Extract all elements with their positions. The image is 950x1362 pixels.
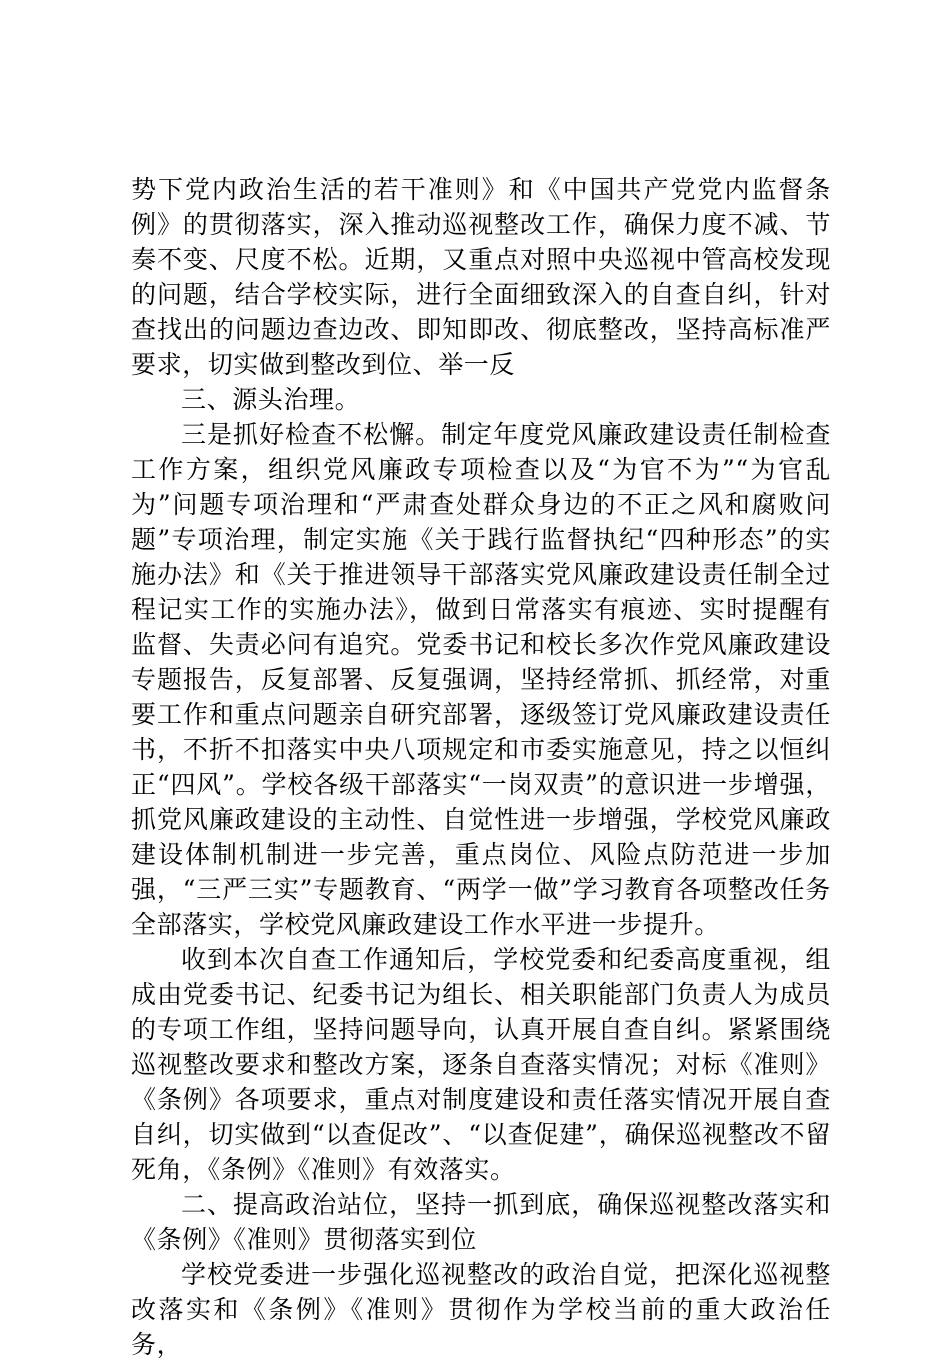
paragraph-self-inspection: 收到本次自查工作通知后，学校党委和纪委高度重视，组成由党委书记、纪委书记为组长、相关职能部门负责人为成员的专项工作组，坚持问题导向，认真开展自查自纠。紧紧围绕巡视整改要求和整改方案，逐条自查落实情况；对标《准则》《条例》各项要求，重点对制度建设和责任落实情况开展自查自纠，切实做到“以查促改”、“以查促建”，确保巡视整改不留死角，《条例》《准则》有效落实。 [131,945,831,1184]
section-heading-political-stance: 二、提高政治站位，坚持一抓到底，确保巡视整改落实和《条例》《准则》贯彻落实到位 [131,1190,831,1254]
paragraph-continuation: 势下党内政治生活的若干准则》和《中国共产党党内监督条例》的贯彻落实，深入推动巡视整改工作，确保力度不减、节奏不变、尺度不松。近期，又重点对照中央巡视中管高校发现的问题，结合学校实际，进行全面细致深入的自查自纠，针对查找出的问题边查边改、即知即改、彻底整改，坚持高标准严要求，切实做到整改到位、举一反 [131,175,831,379]
paragraph-inspection: 三是抓好检查不松懈。制定年度党风廉政建设责任制检查工作方案，组织党风廉政专项检查以及“为官不为”“为官乱为”问题专项治理和“严肃查处群众身边的不正之风和腐败问题”专项治理，制定实施《关于践行监督执纪“四种形态”的实施办法》和《关于推进领导干部落实党风廉政建设责任制全过程记实工作的实施办法》，做到日常落实有痕迹、实时提醒有监督、失责必问有追究。党委书记和校长多次作党风廉政建设专题报告，反复部署、反复强调，坚持经常抓、抓经常，对重要工作和重点问题亲自研究部署，逐级签订党风廉政建设责任书，不折不扣落实中央八项规定和市委实施意见，持之以恒纠正“四风”。学校各级干部落实“一岗双责”的意识进一步增强，抓党风廉政建设的主动性、自觉性进一步增强，学校党风廉政建设体制机制进一步完善，重点岗位、风险点防范进一步加强，“三严三实”专题教育、“两学一做”学习教育各项整改任务全部落实，学校党风廉政建设工作水平进一步提升。 [131,420,831,939]
section-heading-source-governance: 三、源头治理。 [181,385,361,414]
document-body [131,172,831,1362]
paragraph-party-committee: 学校党委进一步强化巡视整改的政治自觉，把深化巡视整改落实和《条例》《准则》贯彻作为学校当前的重大政治任务， [131,1260,831,1359]
